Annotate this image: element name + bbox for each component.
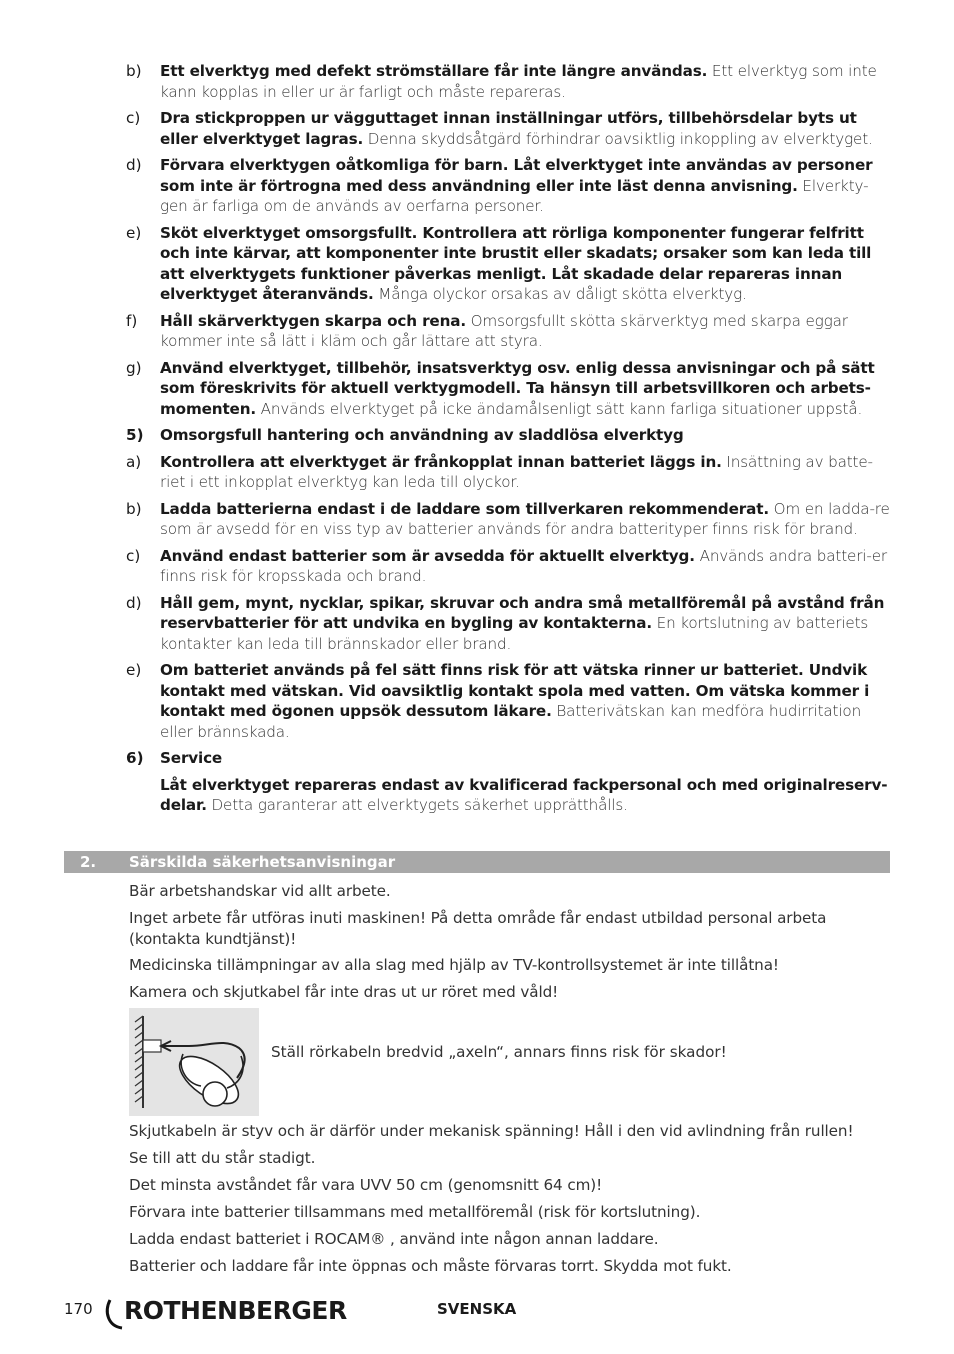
list-item xyxy=(0,311,954,352)
paragraph: Ladda endast batteriet i ROCAM® , använd inte någon annan laddare. xyxy=(129,1230,659,1248)
figure-caption: Ställ rörkabeln bredvid „axeln“, annars finns risk för skador! xyxy=(271,1043,727,1061)
list-item-text xyxy=(160,61,890,102)
list-item-label: g) xyxy=(126,358,142,377)
list-item-plain-text: En kortslutning av batteriets kontakter kan leda till brännskador eller brand. xyxy=(160,614,869,653)
list-item-text xyxy=(160,311,890,352)
list-item-label: e) xyxy=(126,223,142,242)
list-item-label: f) xyxy=(126,311,138,330)
list-item-label: b) xyxy=(126,62,142,80)
brand-logo: ROTHENBERGER xyxy=(124,1296,347,1325)
list-item-text xyxy=(160,108,890,149)
list-item-label: a) xyxy=(126,452,142,471)
paragraph: Det minsta avståndet får vara UVV 50 cm (genomsnitt 64 cm)! xyxy=(129,1176,603,1194)
list-item-plain-text: Används andra batteri-er finns risk för kropsskada och brand. xyxy=(160,546,887,585)
list-item xyxy=(0,223,954,305)
list-item-bold-text: Dra stickproppen ur vägguttaget innan inställningar utförs, tillbehörsdelar byts ut eller elverktyget lagras. xyxy=(160,109,857,148)
list-item-bold-text: Använd elverktyget, tillbehör, insatsverktyg osv. enlig dessa anvisningar och på sätt som föreskrivits för aktuell verktygmodell. Ta hänsyn till arbetsvillkoren och arbets-momenten. xyxy=(160,358,875,418)
list-item-text xyxy=(160,593,890,655)
page-number: 170 xyxy=(64,1300,93,1318)
list-item-label: d) xyxy=(126,593,142,612)
list-item-plain-text: Elverkty-gen är farliga om de används av oerfarna personer. xyxy=(160,176,869,215)
list-item-bold-text: Låt elverktyget repareras endast av kvalificerad fackpersonal och med originalreserv-delar. xyxy=(160,775,888,814)
section-heading xyxy=(64,851,890,873)
list-item-bold-text: Håll gem, mynt, nycklar, spikar, skruvar och andra små metallföremål på avstånd från reservbatterier för att undvika en bygling av kontakterna. xyxy=(160,593,885,632)
list-item xyxy=(0,499,954,540)
list-item-text xyxy=(160,775,890,816)
list-item xyxy=(0,775,954,816)
list-item xyxy=(0,61,954,102)
list-item-label: 6) xyxy=(126,749,144,767)
list-item-bold-text: Service xyxy=(160,749,223,767)
list-item-plain-text: Denna skyddsåtgärd förhindrar oavsiktlig inkoppling av elverktyget. xyxy=(363,129,873,148)
list-item xyxy=(0,452,954,493)
list-item-bold-text: Använd endast batterier som är avsedda för aktuellt elverktyg. xyxy=(160,546,695,565)
list-item-text xyxy=(160,155,890,217)
paragraph: Inget arbete får utföras inuti maskinen! På detta område får endast utbildad personal arbeta (kontakta kundtjänst)! xyxy=(129,909,827,948)
list-item-text xyxy=(160,546,890,587)
paragraph: Se till att du står stadigt. xyxy=(129,1149,316,1167)
list-item-text xyxy=(160,748,890,769)
list-item-plain-text: Insättning av batte-riet i ett inkopplat elverktyg kan leda till olyckor. xyxy=(160,452,873,491)
list-item-plain-text: Många olyckor orsakas av dåligt skötta elverktyg. xyxy=(373,285,747,303)
list-item xyxy=(0,660,954,742)
list-item-plain-text: Detta garanterar att elverktygets säkerhet upprätthålls. xyxy=(206,796,628,814)
list-item-bold-text: Förvara elverktygen oåtkomliga för barn. Låt elverktyget inte användas av personer som inte är förtrogna med dess användning eller inte läst denna anvisning. xyxy=(160,156,873,195)
list-item-bold-text: Omsorgsfull hantering och användning av sladdlösa elverktyg xyxy=(160,426,684,444)
list-item-plain-text: Om en ladda-re som är avsedd för en viss typ av batterier används för andra batterityper finns risk för brand. xyxy=(160,499,890,538)
list-item-label: b) xyxy=(126,499,142,518)
paragraph: Bär arbetshandskar vid allt arbete. xyxy=(129,882,391,900)
list-item-label: 5) xyxy=(126,426,144,444)
list-item-bold-text: Ett elverktyg med defekt strömställare får inte längre användas. xyxy=(160,62,708,80)
list-item-text xyxy=(160,425,890,446)
paragraph: Medicinska tillämpningar av alla slag med hjälp av TV-kontrollsystemet är inte tillåtna! xyxy=(129,956,779,974)
list-item xyxy=(0,593,954,655)
list-item-bold-text: Håll skärverktygen skarpa och rena. xyxy=(160,311,466,330)
list-item-text xyxy=(160,452,890,493)
list-item-plain-text: Omsorgsfullt skötta skärverktyg med skarpa eggar kommer inte så lätt i kläm och går lättare att styra. xyxy=(160,311,848,350)
list-item-bold-text: Om batteriet används på fel sätt finns risk för att vätska rinner ur batteriet. Undvik kontakt med vätskan. Vid oavsiktlig kontakt spola med vatten. Om vätska kommer i kontakt med ögonen uppsök dessutom läkare. xyxy=(160,661,870,720)
paragraph: Skjutkabeln är styv och är därför under mekanisk spänning! Håll i den vid avlindning från rullen! xyxy=(129,1122,854,1140)
list-item-label: c) xyxy=(126,109,141,127)
list-item-label: c) xyxy=(126,546,141,565)
paragraph: Batterier och laddare får inte öppnas och måste förvaras torrt. Skydda mot fukt. xyxy=(129,1257,732,1275)
list-item-bold-text: Sköt elverktyget omsorgsfullt. Kontrollera att rörliga komponenter fungerar felfritt och inte kärvar, att komponenter inte brustit eller skadats; orsaker som kan leda till att elverktygets funktioner påverkas menligt. Låt skadade delar repareras innan elverktyget återanvänds. xyxy=(160,223,872,303)
safety-list xyxy=(0,61,954,822)
list-item-text xyxy=(160,660,890,742)
list-item-plain-text: Ett elverktyg som inte kann kopplas in eller ur är farligt och måste repareras. xyxy=(160,62,877,101)
list-item-plain-text: Används elverktyget på icke ändamålsenligt sätt kann farliga situationer uppstå. xyxy=(256,399,863,418)
list-item-text xyxy=(160,358,890,420)
list-item-plain-text: Batterivätskan kan medföra hudirritation eller brännskada. xyxy=(160,702,862,741)
language-label: SVENSKA xyxy=(437,1300,517,1318)
paragraph: Förvara inte batterier tillsammans med metallföremål (risk för kortslutning). xyxy=(129,1203,701,1221)
list-item xyxy=(0,546,954,587)
list-item xyxy=(0,155,954,217)
section-number: 2. xyxy=(80,853,97,871)
section-title: Särskilda säkerhetsanvisningar xyxy=(129,853,396,871)
list-item-label: e) xyxy=(126,661,142,679)
list-item xyxy=(0,108,954,149)
list-item-text xyxy=(160,223,890,305)
list-item xyxy=(0,358,954,420)
list-item-text xyxy=(160,499,890,540)
shoulder-cable-illustration xyxy=(129,1008,259,1116)
list-item xyxy=(0,425,954,446)
list-item-bold-text: Kontrollera att elverktyget är frånkopplat innan batteriet läggs in. xyxy=(160,452,722,471)
paragraph: Kamera och skjutkabel får inte dras ut ur röret med våld! xyxy=(129,983,559,1001)
list-item-bold-text: Ladda batterierna endast i de laddare som tillverkaren rekommenderat. xyxy=(160,499,769,518)
list-item xyxy=(0,748,954,769)
list-item-label: d) xyxy=(126,156,142,174)
